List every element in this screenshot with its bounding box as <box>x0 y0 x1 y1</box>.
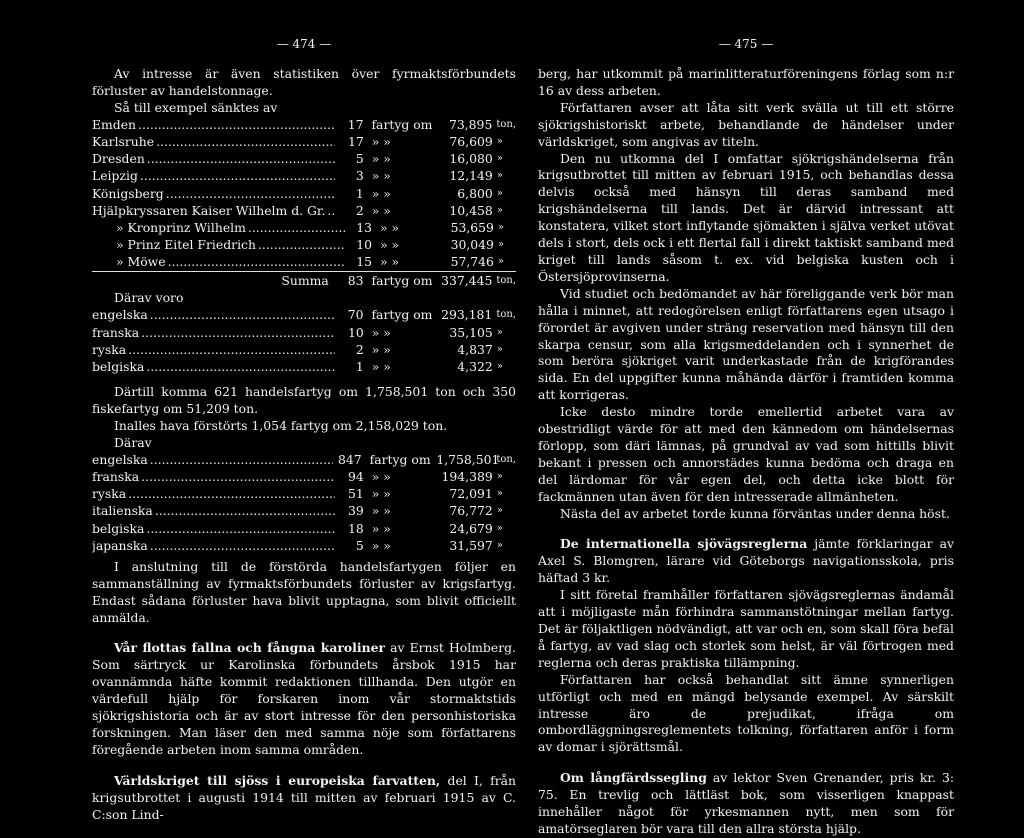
review-lindberg-title: Världskriget till sjöss i europeiska farvatten, <box>114 772 441 788</box>
row-suffix: » <box>496 136 503 148</box>
row-name: Leipzig ..... <box>92 168 335 185</box>
row-tons: 73,895 <box>448 116 493 132</box>
review-grenander <box>538 770 954 838</box>
page-number: — 475 — <box>718 37 774 51</box>
row-suffix: » <box>496 187 503 199</box>
paragraph: Författaren har också behandlat sitt ämne synnerligen utförligt och med en mängd belysande exempel. Av särskilt intresse äro de prejudikat, ifråga om ombordläggningsreglementets tolkning, författaren anför i form av domar i sjörättsmål. <box>538 671 954 755</box>
row-unit: » » <box>371 486 391 502</box>
table-row <box>92 307 516 324</box>
table-row <box>92 203 516 220</box>
row-tons: 6,800 <box>457 185 493 201</box>
row-tons: 72,091 <box>449 486 493 502</box>
row-tons: 4,322 <box>457 359 493 375</box>
row-name: Emden ..... <box>92 117 335 134</box>
row-suffix: ton, <box>496 453 516 465</box>
row-unit: » » <box>371 168 391 184</box>
sum-tons: 337,445 <box>441 272 493 288</box>
row-name: Dresden ..... <box>92 151 335 168</box>
row-unit: » » <box>371 503 391 519</box>
row-suffix: » <box>496 471 503 483</box>
row-count: 15 <box>356 254 372 270</box>
row-count: 1 <box>355 359 364 375</box>
row-suffix: » <box>496 488 503 500</box>
right-page <box>538 0 954 838</box>
row-unit: » » <box>379 237 400 253</box>
row-suffix: » <box>496 170 503 182</box>
closing-paragraph: I anslutning till de förstörda handelsfartygen följer en sammanställning av fyrmaktsförbundets förluster av krigsfartyg. Endast sådana förluster hava blivit upptagna, som blivit officiellt anmälda. <box>92 558 516 625</box>
table-row <box>92 486 516 503</box>
review-holmberg <box>92 640 516 758</box>
row-suffix: ton, <box>496 309 516 321</box>
row-tons: 4,837 <box>457 341 493 357</box>
row-count: 18 <box>348 520 364 536</box>
paragraph: Nästa del av arbetet torde kunna förväntas under denna höst. <box>560 505 950 521</box>
row-name: » Prinz Eitel Friedrich ..... <box>92 237 345 254</box>
row-tons: 10,458 <box>449 202 493 218</box>
row-count: 51 <box>348 486 364 502</box>
row-count: 39 <box>348 503 364 519</box>
table-row <box>92 325 516 342</box>
row-name: ryska ..... <box>92 342 335 359</box>
row-unit: » » <box>379 219 400 235</box>
row-count: 10 <box>356 237 372 253</box>
row-suffix: » <box>496 539 503 551</box>
row-tons: 30,049 <box>450 237 494 253</box>
row-count: 13 <box>356 219 372 235</box>
table-row <box>92 168 516 185</box>
row-count: 3 <box>355 168 364 184</box>
review-grenander-text: av lektor Sven Grenander, pris kr. 3: 75. En trevlig och lättläst bok, som visserligen knappast innehåller något för yrkesmannen nytt, men som för amatörseglaren bör vara till den allra största hjälp. <box>538 770 955 836</box>
row-name: Königsberg ..... <box>92 186 335 203</box>
row-suffix: » <box>496 343 503 355</box>
row-tons: 35,105 <box>449 324 493 340</box>
row-count: 17 <box>347 116 364 132</box>
table-row <box>92 117 516 134</box>
review-blomgren <box>538 536 954 587</box>
row-count: 2 <box>355 202 364 218</box>
row-count: 10 <box>348 324 364 340</box>
row-unit: » » <box>371 537 391 553</box>
row-suffix: ton, <box>496 118 516 130</box>
row-count: 94 <box>348 469 364 485</box>
table-row <box>92 151 516 168</box>
row-name: » Kronprinz Wilhelm ..... <box>92 220 345 237</box>
row-count: 5 <box>355 537 364 553</box>
table-row <box>92 134 516 151</box>
row-unit: » » <box>379 254 400 270</box>
row-tons: 76,772 <box>449 503 493 519</box>
row-suffix: » <box>496 522 503 534</box>
row-name: japanska ..... <box>92 538 335 555</box>
row-name: ryska ..... <box>92 486 335 503</box>
row-unit: » » <box>371 520 391 536</box>
table-row <box>92 452 516 469</box>
sum-count: 83 <box>347 272 364 288</box>
review-holmberg-text: av Ernst Holmberg. Som särtryck ur Karolinska förbundets årsbok 1915 har ovannämnda häfte kommit redaktionen tillhanda. Den utgör en värdefull hjälp för forskaren inom vår stormaktstids sjökrigshistoria och är av stort intresse för den personhistoriska forskningen. Man läser den med samma nöje som författarens föregående arbeten inom samma områden. <box>92 640 516 757</box>
by-nation-table-2 <box>92 452 516 555</box>
review-blomgren-text: jämte förklaringar av Axel S. Blomgren, lärare vid Göteborgs navigationsskola, pris häftad 3 kr. <box>538 536 955 586</box>
row-tons: 76,609 <box>449 134 493 150</box>
row-name: italienska ..... <box>92 503 335 520</box>
row-suffix: » <box>496 204 503 216</box>
row-tons: 16,080 <box>449 151 493 167</box>
additional-paragraph: Därtill komma 621 handelsfartyg om 1,758,501 ton och 350 fiskefartyg om 51,209 ton. <box>92 384 516 416</box>
row-suffix: » <box>496 361 503 373</box>
row-name: engelska ..... <box>92 307 335 324</box>
row-count: 17 <box>348 134 364 150</box>
total-paragraph: Inalles hava förstörts 1,054 fartyg om 2,158,029 ton. <box>114 417 448 433</box>
row-suffix: » <box>497 239 505 251</box>
page-number: — 474 — <box>276 37 332 51</box>
row-tons: 53,659 <box>450 219 494 235</box>
row-tons: 31,597 <box>449 537 493 553</box>
row-tons: 12,149 <box>449 168 493 184</box>
by-nation-table-1 <box>92 307 516 376</box>
table-row <box>92 538 516 555</box>
row-name: belgiska ..... <box>92 359 335 376</box>
row-name: Karlsruhe ..... <box>92 134 335 151</box>
row-unit: » » <box>371 185 391 201</box>
row-tons: 57,746 <box>450 254 494 270</box>
review-holmberg-title: Vår flottas fallna och fångna karoliner <box>114 640 386 656</box>
paragraph: Författaren avser att låta sitt verk svälla ut till ett större sjökrigshistoriskt arbete, behandlande de händelser under världskriget, som angivas av titeln. <box>538 99 954 149</box>
row-name: » Möwe ..... <box>92 254 345 271</box>
row-tons: 293,181 <box>441 307 493 323</box>
review-lindberg <box>92 773 516 824</box>
of-which-label-2: Därav <box>114 434 152 450</box>
table-row <box>92 359 516 376</box>
sum-suffix: ton, <box>496 274 517 286</box>
row-count: 5 <box>355 151 364 167</box>
review-lindberg-text: del I, från krigsutbrottet i augusti 1914 till mitten av februari 1915 av C. C:son Lind- <box>92 772 516 822</box>
row-tons: 194,389 <box>441 469 493 485</box>
table-row <box>92 469 516 486</box>
sum-row <box>92 272 516 290</box>
row-suffix: » <box>497 221 505 233</box>
row-name: belgiska ..... <box>92 521 335 538</box>
paragraph: Den nu utkomna del I omfattar sjökrigshändelserna från krigsutbrottet till mitten av februari 1915, och behandlas dessa delvis också med hänsyn till deras samband med krigshändelserna till lands. Det är därvid intressant att konstatera, vilket stort inflytande sjömakten i själva verket utövat dels i stort, dels ock i ett flertal fall i direkt taktiskt samband med kriget till lands såsom t. ex. vid belgiska kusten och i Östersjöprovinserna. <box>538 150 954 284</box>
of-which-label: Därav voro <box>114 290 184 306</box>
table-row <box>92 503 516 520</box>
row-unit: fartyg om <box>371 307 433 323</box>
table-row <box>92 342 516 359</box>
left-page <box>92 0 516 824</box>
row-unit: » » <box>371 134 391 150</box>
sunk-by-table <box>92 117 516 272</box>
row-unit: » » <box>371 469 391 485</box>
paragraph: berg, har utkommit på marinlitteraturföreningens förlag som n:r 16 av dess arbeten. <box>538 66 954 98</box>
row-name: franska ..... <box>92 469 335 486</box>
row-tons: 24,679 <box>449 520 493 536</box>
table-row <box>92 185 516 202</box>
row-name: Hjälpkryssaren Kaiser Wilhelm d. Gr. ..... <box>92 203 335 220</box>
table-row <box>92 520 516 537</box>
row-tons: 1,758,501 <box>436 451 500 467</box>
example-intro: Så till exempel sänktes av <box>114 99 278 115</box>
row-suffix: » <box>496 505 503 517</box>
row-name: engelska ..... <box>92 452 333 469</box>
sum-unit: fartyg om <box>371 272 433 288</box>
row-suffix: » <box>496 326 503 338</box>
row-suffix: » <box>497 256 505 268</box>
table-row <box>92 254 516 271</box>
table-row <box>92 237 516 254</box>
row-count: 1 <box>355 185 364 201</box>
row-unit: » » <box>371 324 391 340</box>
row-name: franska ..... <box>92 325 335 342</box>
row-unit: » » <box>371 359 391 375</box>
paragraph: Icke desto mindre torde emellertid arbetet vara av obestridligt värde för att med den kännedom om händelsernas förlopp, som däri lämnas, på grundval av vad som hittills blivit bekant i pressen och annorstädes kunna bedöma och draga en del lärdomar för vår egen del, och detta icke blott för fackmännen utan även för den intresserade allmänheten. <box>538 404 954 504</box>
row-suffix: » <box>496 153 503 165</box>
review-grenander-title: Om långfärdssegling <box>560 770 707 786</box>
row-unit: » » <box>371 151 391 167</box>
row-unit: fartyg om <box>371 116 433 132</box>
row-count: 70 <box>347 307 364 323</box>
row-unit: fartyg om <box>369 451 431 467</box>
row-unit: » » <box>371 202 391 218</box>
review-blomgren-title: De internationella sjövägsreglerna <box>560 536 808 552</box>
table-row <box>92 220 516 237</box>
row-count: 2 <box>355 341 364 357</box>
sum-label: Summa <box>281 272 329 288</box>
intro-paragraph: Av intresse är även statistiken över fyrmaktsförbundets förluster av handelstonnage. <box>92 66 516 98</box>
row-unit: » » <box>371 341 391 357</box>
paragraph: Vid studiet och bedömandet av här föreliggande verk bör man hålla i minnet, att redogörelsen enligt författarens egen utsago i förordet är avgiven under sträng reservation med hänsyn till den skarpa censur, som alla krigsmeddelanden och i synnerhet de som beröra sjökriget varit underkastade från de krigförandes sida. En del uppgifter kunna måhända därför i framtiden komma att korrigeras. <box>538 285 954 403</box>
paragraph: I sitt företal framhåller författaren sjövägsreglernas ändamål att i möjligaste mån förhindra sammanstötningar mellan fartyg. Det är följaktligen nödvändigt, att var och en, som skall föra befäl å fartyg, av vad slag och storlek som helst, är väl förtrogen med reglerna och deras praktiska tillämpning. <box>538 587 954 670</box>
row-count: 847 <box>337 451 362 467</box>
